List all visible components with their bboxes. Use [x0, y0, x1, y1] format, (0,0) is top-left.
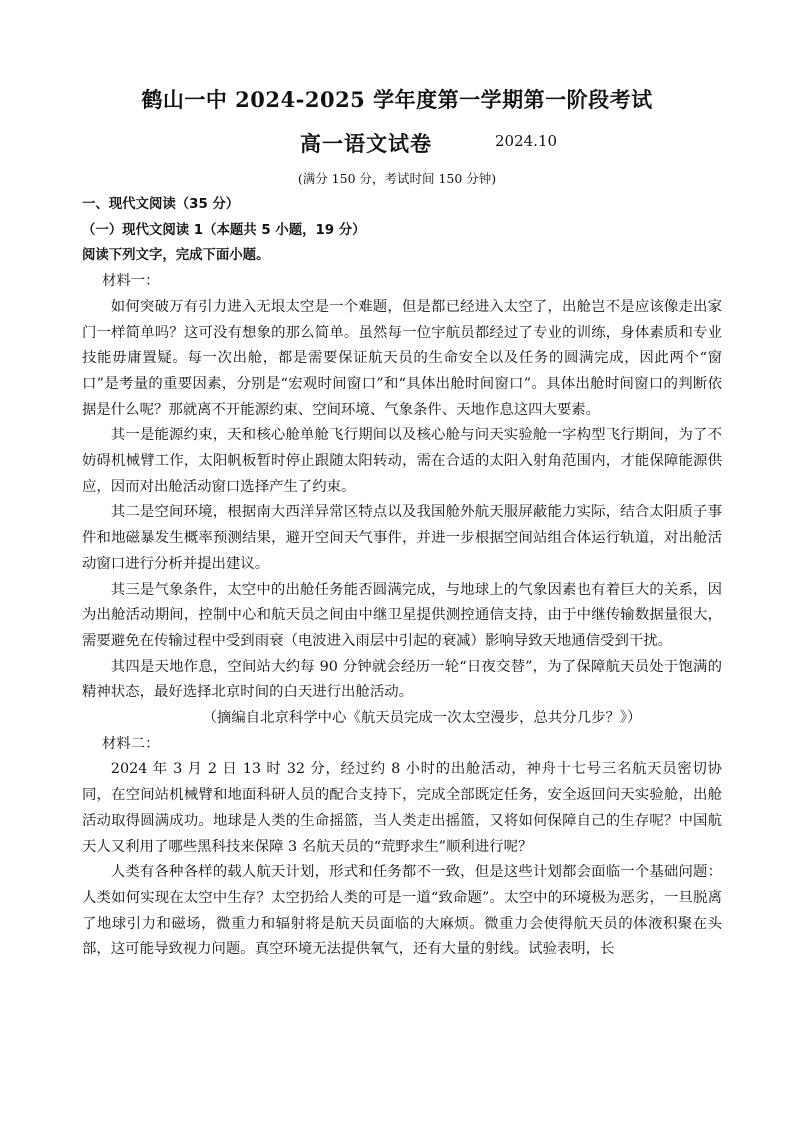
material1-paragraph-2: 其一是能源约束，天和核心舱单舱飞行期间以及核心舱与问天实验舱一字构型飞行期间，为了不妨碍机械臂工作，太阳帆板暂时停止跟随太阳转动，需在合适的太阳入射角范围内，才能保障能源供应，因而对出舱活动窗口选择产生了约束。: [82, 427, 722, 495]
material1-paragraph-3: 其二是空间环境，根据南大西洋异常区特点以及我国舱外航天服屏蔽能力实际，结合太阳质子事件和地磁暴发生概率预测结果，避开空间天气事件，并进一步根据空间站组合体运行轨道，对出舱活动窗口进行分析并提出建议。: [82, 504, 722, 572]
subtitle-row: [0, 128, 794, 158]
exam-content: [82, 192, 722, 963]
score-info: (满分 150 分，考试时间 150 分钟): [297, 171, 497, 186]
sub-section-heading: （一）现代文阅读 1（本题共 5 小题，19 分）: [82, 222, 366, 238]
material2-paragraph-2: 人类有各种各样的载人航天计划，形式和任务都不一致，但是这些计划都会面临一个基础问题：人类如何实现在太空中生存？太空扔给人类的可是一道“致命题”。太空中的环境极为恶劣，一旦脱离了地球引力和磁场，微重力和辐射将是航天员面临的大麻烦。微重力会使得航天员的体液积聚在头部，这可能导致视力问题。真空环境无法提供氧气，还有大量的射线。试验表明，长: [82, 864, 722, 958]
material1-paragraph-1: 如何突破万有引力进入无垠太空是一个难题，但是都已经进入太空了，出舱岂不是应该像走出家门一样简单吗？这可没有想象的那么简单。虽然每一位宇航员都经过了专业的训练，身体素质和专业技能毋庸置疑。每一次出舱，都是需要保证航天员的生命安全以及任务的圆满完成，因此两个“窗口”是考量的重要因素，分别是“宏观时间窗口”和“具体出舱时间窗口”。具体出舱时间窗口的判断依据是什么呢？那就离不开能源约束、空间环境、气象条件、天地作息这四大要素。: [82, 298, 722, 418]
material1-paragraph-5: 其四是天地作息，空间站大约每 90 分钟就会经历一轮“日夜交替”，为了保障航天员处于饱满的精神状态，最好选择北京时间的白天进行出舱活动。: [82, 658, 722, 701]
material1-paragraph-4: 其三是气象条件，太空中的出舱任务能否圆满完成，与地球上的气象因素也有着巨大的关系，因为出舱活动期间，控制中心和航天员之间由中继卫星提供测控通信支持，由于中继传输数据量很大，需要避免在传输过程中受到雨衰（电波进入雨层中引起的衰减）影响导致天地通信受到干扰。: [82, 581, 722, 649]
material2-paragraph-1: 2024 年 3 月 2 日 13 时 32 分，经过约 8 小时的出舱活动，神舟十七号三名航天员密切协同，在空间站机械臂和地面科研人员的配合支持下，完成全部既定任务，安全返回问天实验舱，出舱活动取得圆满成功。地球是人类的生命摇篮，当人类走出摇篮，又将如何保障自己的生存呢？中国航天人又利用了哪些黑科技来保障 3 名航天员的“荒野求生”顺利进行呢？: [82, 761, 722, 855]
section-heading: 一、现代文阅读（35 分）: [82, 197, 240, 212]
material2-label: 材料二：: [102, 735, 160, 752]
exam-subtitle: 高一语文试卷: [300, 131, 432, 156]
exam-date: 2024.10: [495, 132, 558, 150]
material1-label: 材料一：: [102, 273, 160, 290]
material1-source: （摘编自北京科学中心《航天员完成一次太空漫步，总共分几步？》）: [202, 710, 642, 727]
exam-title: 鹤山一中 2024-2025 学年度第一学期第一阶段考试: [141, 87, 653, 112]
reading-instruction: 阅读下列文字，完成下面小题。: [82, 248, 270, 264]
